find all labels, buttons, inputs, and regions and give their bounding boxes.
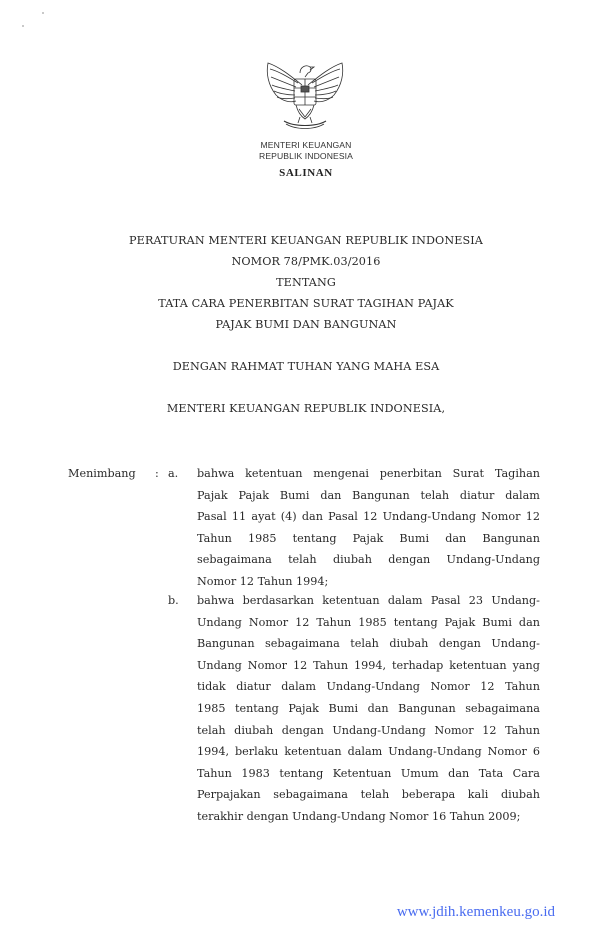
institution-line-2: REPUBLIK INDONESIA <box>259 151 353 161</box>
text-line: terakhir dengan Undang-Undang Nomor 16 Tahun 2009; <box>197 809 521 823</box>
regulation-subject-line-1: TATA CARA PENERBITAN SURAT TAGIHAN PAJAK <box>158 297 454 310</box>
item-letter: b. <box>168 594 179 607</box>
scan-speck <box>42 12 44 14</box>
text-line: Undang Nomor 12 Tahun 1985 tentang Pajak Bumi dan <box>197 615 540 629</box>
text-line: Tahun 1983 tentang Ketentuan Umum dan Tata Cara <box>197 766 540 780</box>
text-line: bahwa ketentuan mengenai penerbitan Surat Tagihan <box>197 467 540 480</box>
garuda-emblem-icon <box>262 55 348 135</box>
regulation-title: PERATURAN MENTERI KEUANGAN REPUBLIK INDONESIA <box>129 234 483 247</box>
text-line: sebagaimana telah diubah dengan Undang-Undang <box>197 553 540 567</box>
text-line: bahwa berdasarkan ketentuan dalam Pasal 23 Undang- <box>197 594 540 607</box>
regulation-number: NOMOR 78/PMK.03/2016 <box>231 255 381 268</box>
text-line: 1985 tentang Pajak Bumi dan Bangunan sebagaimana <box>197 701 540 715</box>
text-line: 1994, berlaku ketentuan dalam Undang-Undang Nomor 6 <box>197 745 540 759</box>
text-line: Perpajakan sebagaimana telah beberapa kali diubah <box>197 788 540 802</box>
text-line: Pasal 11 ayat (4) dan Pasal 12 Undang-Undang Nomor 12 <box>197 510 540 524</box>
text-line: Bangunan sebagaimana telah diubah dengan Undang- <box>197 637 540 651</box>
item-letter: a. <box>168 467 179 480</box>
authority: MENTERI KEUANGAN REPUBLIK INDONESIA, <box>166 402 446 415</box>
consideration-item-a <box>197 463 540 593</box>
considerations-separator: : <box>155 467 159 480</box>
text-line: Undang Nomor 12 Tahun 1994, terhadap ketentuan yang <box>197 658 540 672</box>
text-line: Tahun 1985 tentang Pajak Bumi dan Bangunan <box>197 531 540 545</box>
text-line: Nomor 12 Tahun 1994; <box>197 574 329 588</box>
considerations-label: Menimbang <box>68 467 136 480</box>
institution-line-1: MENTERI KEUANGAN <box>260 140 352 150</box>
regulation-subject-line-2: PAJAK BUMI DAN BANGUNAN <box>215 318 397 331</box>
scan-speck <box>22 25 24 27</box>
jdih-website-link[interactable]: www.jdih.kemenkeu.go.id <box>396 904 555 920</box>
regulation-about: TENTANG <box>276 276 336 289</box>
salinan-stamp: SALINAN <box>279 167 333 179</box>
text-line: telah diubah dengan Undang-Undang Nomor 12 Tahun <box>197 723 540 737</box>
text-line: tidak diatur dalam Undang-Undang Nomor 12 Tahun <box>197 680 540 694</box>
invocation: DENGAN RAHMAT TUHAN YANG MAHA ESA <box>172 360 440 373</box>
consideration-item-b <box>197 590 540 828</box>
text-line: Pajak Pajak Bumi dan Bangunan telah diatur dalam <box>197 488 540 502</box>
